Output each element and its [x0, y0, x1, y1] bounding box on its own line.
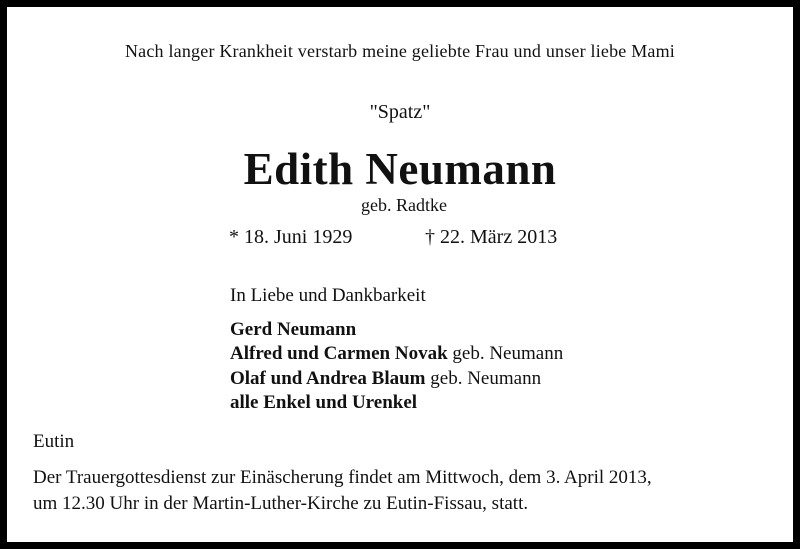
mourner-line — [230, 342, 563, 367]
mourner-suffix: geb. Neumann — [447, 343, 564, 364]
obituary-card — [7, 7, 793, 542]
mourners-lead: In Liebe und Dankbarkeit — [230, 285, 426, 306]
mourner-name: alle Enkel und Urenkel — [230, 392, 418, 413]
nickname: "Spatz" — [369, 101, 431, 123]
deceased-name: Edith Neumann — [243, 144, 557, 194]
death-date: † 22. März 2013 — [425, 226, 558, 248]
mourner-name: Olaf und Andrea Blaum — [230, 367, 426, 389]
birth-date: * 18. Juni 1929 — [229, 226, 353, 248]
place: Eutin — [33, 431, 75, 452]
mourner-line — [230, 367, 563, 392]
maiden-name: geb. Radtke — [361, 195, 447, 215]
mourner-suffix: geb. Neumann — [425, 367, 542, 389]
mourner-name: Alfred und Carmen Novak — [230, 343, 448, 364]
service-line-2: um 12.30 Uhr in der Martin-Luther-Kirche zu Eutin-Fissau, statt. — [33, 493, 529, 514]
mourner-line — [230, 391, 563, 416]
service-info — [33, 465, 783, 517]
mourners-block — [230, 284, 563, 416]
mourner-line — [230, 318, 563, 343]
intro-text: Nach langer Krankheit verstarb meine geliebte Frau und unser liebe Mami — [124, 41, 675, 61]
mourner-name: Gerd Neumann — [230, 318, 357, 340]
service-line-1: Der Trauergottesdienst zur Einäscherung findet am Mittwoch, dem 3. April 2013, — [33, 467, 652, 488]
